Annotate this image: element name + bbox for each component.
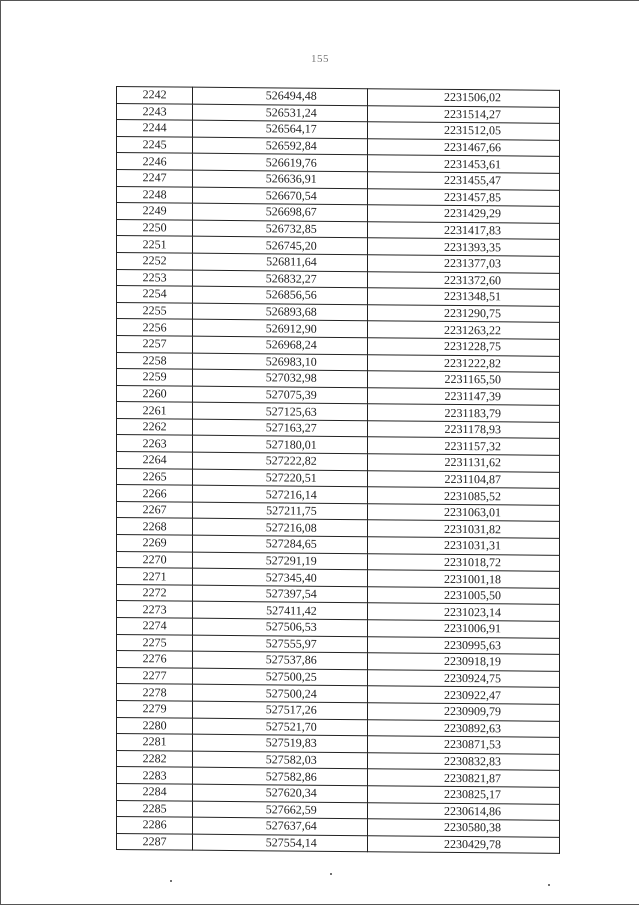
x-coordinate-cell: 527291,19 [193,552,367,570]
x-coordinate-cell: 526592,84 [193,137,367,155]
y-coordinate-cell: 2231290,75 [367,304,559,322]
point-id-cell: 2277 [117,667,193,684]
y-coordinate-cell: 2230825,17 [367,786,559,804]
y-coordinate-cell: 2231001,18 [367,570,559,588]
y-coordinate-cell: 2231031,82 [367,520,559,538]
y-coordinate-cell: 2230924,75 [367,669,559,687]
point-id-cell: 2282 [117,750,193,767]
point-id-cell: 2254 [117,286,193,303]
y-coordinate-cell: 2231005,50 [367,587,559,605]
point-id-cell: 2264 [117,452,193,469]
x-coordinate-cell: 527662,59 [193,801,367,819]
x-coordinate-cell: 527211,75 [193,502,367,520]
x-coordinate-cell: 526983,10 [193,353,367,371]
point-id-cell: 2245 [117,136,193,153]
point-id-cell: 2270 [117,551,193,568]
x-coordinate-cell: 526564,17 [193,120,367,138]
y-coordinate-cell: 2231514,27 [367,105,559,123]
point-id-cell: 2266 [117,485,193,502]
y-coordinate-cell: 2230614,86 [367,802,559,820]
point-id-cell: 2272 [117,584,193,601]
point-id-cell: 2258 [117,352,193,369]
y-coordinate-cell: 2230922,47 [367,686,559,704]
point-id-cell: 2262 [117,418,193,435]
x-coordinate-cell: 527222,82 [193,452,367,470]
y-coordinate-cell: 2231455,47 [367,172,559,190]
x-coordinate-cell: 527125,63 [193,402,367,420]
point-id-cell: 2253 [117,269,193,286]
x-coordinate-cell: 527284,65 [193,535,367,553]
y-coordinate-cell: 2230871,53 [367,736,559,754]
x-coordinate-cell: 527411,42 [193,602,367,620]
point-id-cell: 2283 [117,767,193,784]
x-coordinate-cell: 527506,53 [193,618,367,636]
y-coordinate-cell: 2230892,63 [367,719,559,737]
point-id-cell: 2247 [117,169,193,186]
y-coordinate-cell: 2231006,91 [367,620,559,638]
x-coordinate-cell: 527537,86 [193,651,367,669]
x-coordinate-cell: 526811,64 [193,253,367,271]
point-id-cell: 2250 [117,219,193,236]
point-id-cell: 2287 [117,833,193,850]
point-id-cell: 2251 [117,236,193,253]
y-coordinate-cell: 2230832,83 [367,752,559,770]
coordinates-table [116,86,560,854]
point-id-cell: 2268 [117,518,193,535]
x-coordinate-cell: 526494,48 [193,87,367,105]
x-coordinate-cell: 526968,24 [193,336,367,354]
y-coordinate-cell: 2231263,22 [367,321,559,339]
y-coordinate-cell: 2231512,05 [367,122,559,140]
point-id-cell: 2273 [117,601,193,618]
x-coordinate-cell: 527554,14 [193,834,367,852]
y-coordinate-cell: 2231453,61 [367,155,559,173]
y-coordinate-cell: 2231467,66 [367,138,559,156]
point-id-cell: 2263 [117,435,193,452]
y-coordinate-cell: 2231372,60 [367,271,559,289]
y-coordinate-cell: 2231222,82 [367,354,559,372]
y-coordinate-cell: 2231018,72 [367,553,559,571]
point-id-cell: 2276 [117,651,193,668]
point-id-cell: 2286 [117,817,193,834]
y-coordinate-cell: 2230821,87 [367,769,559,787]
y-coordinate-cell: 2231348,51 [367,288,559,306]
y-coordinate-cell: 2231165,50 [367,371,559,389]
y-coordinate-cell: 2231147,39 [367,387,559,405]
x-coordinate-cell: 526670,54 [193,187,367,205]
point-id-cell: 2246 [117,153,193,170]
y-coordinate-cell: 2231183,79 [367,404,559,422]
y-coordinate-cell: 2231178,93 [367,421,559,439]
point-id-cell: 2249 [117,203,193,220]
x-coordinate-cell: 527500,25 [193,668,367,686]
point-id-cell: 2284 [117,783,193,800]
y-coordinate-cell: 2231031,31 [367,537,559,555]
x-coordinate-cell: 527220,51 [193,469,367,487]
point-id-cell: 2260 [117,385,193,402]
y-coordinate-cell: 2230580,38 [367,819,559,837]
x-coordinate-cell: 527180,01 [193,436,367,454]
y-coordinate-cell: 2230918,19 [367,653,559,671]
point-id-cell: 2261 [117,402,193,419]
y-coordinate-cell: 2231506,02 [367,89,559,107]
y-coordinate-cell: 2231023,14 [367,603,559,621]
point-id-cell: 2269 [117,535,193,552]
x-coordinate-cell: 527075,39 [193,386,367,404]
x-coordinate-cell: 526893,68 [193,303,367,321]
point-id-cell: 2274 [117,618,193,635]
x-coordinate-cell: 526698,67 [193,203,367,221]
scan-speck [330,873,332,875]
x-coordinate-cell: 527216,14 [193,485,367,503]
x-coordinate-cell: 526832,27 [193,270,367,288]
point-id-cell: 2244 [117,120,193,137]
point-id-cell: 2255 [117,302,193,319]
x-coordinate-cell: 527032,98 [193,369,367,387]
y-coordinate-cell: 2231063,01 [367,504,559,522]
coordinates-table-body [117,87,560,854]
y-coordinate-cell: 2231393,35 [367,238,559,256]
y-coordinate-cell: 2231457,85 [367,188,559,206]
x-coordinate-cell: 526636,91 [193,170,367,188]
point-id-cell: 2271 [117,568,193,585]
y-coordinate-cell: 2231131,62 [367,454,559,472]
point-id-cell: 2265 [117,468,193,485]
x-coordinate-cell: 527620,34 [193,784,367,802]
y-coordinate-cell: 2230429,78 [367,835,559,853]
y-coordinate-cell: 2231104,87 [367,470,559,488]
x-coordinate-cell: 526531,24 [193,104,367,122]
page-number: 155 [311,53,329,65]
x-coordinate-cell: 526732,85 [193,220,367,238]
point-id-cell: 2279 [117,700,193,717]
x-coordinate-cell: 527163,27 [193,419,367,437]
x-coordinate-cell: 527555,97 [193,635,367,653]
point-id-cell: 2243 [117,103,193,120]
y-coordinate-cell: 2231085,52 [367,487,559,505]
point-id-cell: 2281 [117,734,193,751]
x-coordinate-cell: 527517,26 [193,701,367,719]
y-coordinate-cell: 2230909,79 [367,703,559,721]
y-coordinate-cell: 2231429,29 [367,205,559,223]
x-coordinate-cell: 527582,03 [193,751,367,769]
point-id-cell: 2248 [117,186,193,203]
y-coordinate-cell: 2230995,63 [367,636,559,654]
y-coordinate-cell: 2231417,83 [367,221,559,239]
point-id-cell: 2252 [117,252,193,269]
y-coordinate-cell: 2231157,32 [367,437,559,455]
x-coordinate-cell: 527397,54 [193,585,367,603]
x-coordinate-cell: 527519,83 [193,734,367,752]
x-coordinate-cell: 526856,56 [193,286,367,304]
x-coordinate-cell: 527637,64 [193,817,367,835]
x-coordinate-cell: 527216,08 [193,519,367,537]
point-id-cell: 2259 [117,369,193,386]
y-coordinate-cell: 2231228,75 [367,338,559,356]
x-coordinate-cell: 527500,24 [193,685,367,703]
point-id-cell: 2257 [117,335,193,352]
point-id-cell: 2267 [117,501,193,518]
x-coordinate-cell: 527582,86 [193,768,367,786]
point-id-cell: 2280 [117,717,193,734]
scan-speck [170,880,172,882]
point-id-cell: 2285 [117,800,193,817]
point-id-cell: 2275 [117,634,193,651]
x-coordinate-cell: 527521,70 [193,718,367,736]
scan-speck [548,884,550,886]
point-id-cell: 2256 [117,319,193,336]
y-coordinate-cell: 2231377,03 [367,255,559,273]
x-coordinate-cell: 526912,90 [193,319,367,337]
point-id-cell: 2278 [117,684,193,701]
x-coordinate-cell: 527345,40 [193,568,367,586]
table-row [117,833,560,853]
x-coordinate-cell: 526745,20 [193,237,367,255]
point-id-cell: 2242 [117,87,193,104]
x-coordinate-cell: 526619,76 [193,154,367,172]
